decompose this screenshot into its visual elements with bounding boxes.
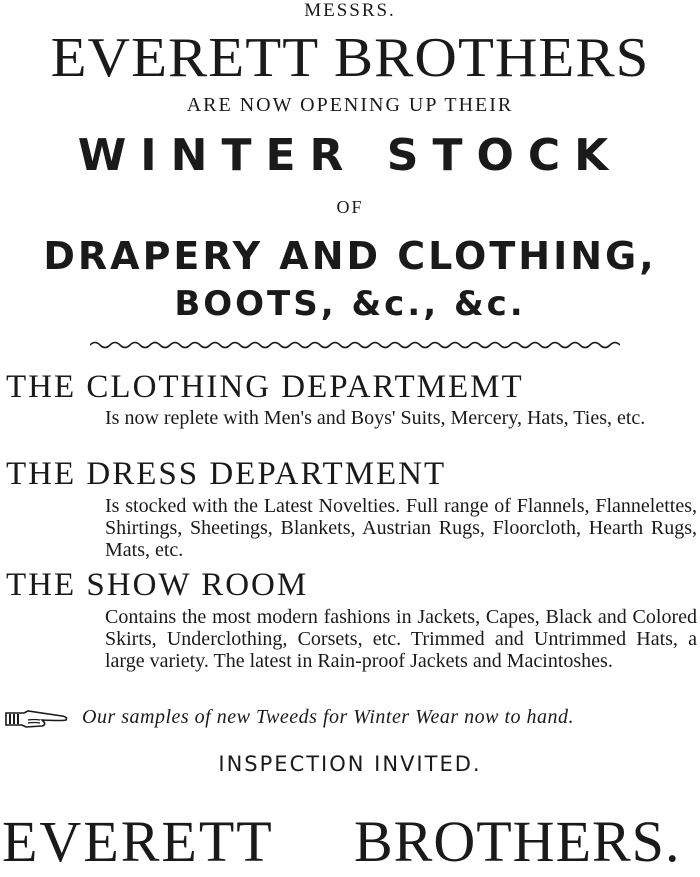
messrs-label: MESSRS. bbox=[304, 0, 396, 21]
dress-department-title: THE DRESS DEPARTMENT bbox=[6, 456, 447, 492]
firm-word-2: BROTHERS. bbox=[354, 809, 681, 874]
samples-notice bbox=[0, 706, 700, 736]
clothing-department-title: THE CLOTHING DEPARTMEMT bbox=[6, 369, 524, 405]
announcement-line: ARE NOW OPENING UP THEIR bbox=[186, 94, 514, 116]
pointing-hand-icon bbox=[4, 708, 70, 730]
firm-name-footer bbox=[0, 808, 700, 874]
winter-stock-heading: WINTER STOCK bbox=[77, 130, 623, 181]
samples-text: Our samples of new Tweeds for Winter Wear now to hand. bbox=[82, 706, 575, 728]
clothing-department-text: Is now replete with Men's and Boys' Suits, Mercery, Hats, Ties, etc. bbox=[105, 407, 646, 429]
wavy-divider bbox=[90, 338, 620, 352]
dress-department-text: Is stocked with the Latest Novelties. Full range of Flannels, Flannelettes, Shirtings, Sheetings, Blankets, Austrian Rugs, Floorcloth, Hearth Rugs, Mats, etc. bbox=[105, 495, 697, 561]
of-label: OF bbox=[336, 197, 364, 217]
show-room-text: Contains the most modern fashions in Jackets, Capes, Black and Colored Skirts, Underclothing, Corsets, etc. Trimmed and Untrimmed Hats, a large variety. The latest in Rain-proof Jackets and Macintoshes. bbox=[105, 606, 697, 672]
goods-line-1: DRAPERY AND CLOTHING, bbox=[43, 234, 657, 278]
firm-name-heading: EVERETT BROTHERS bbox=[50, 27, 650, 89]
show-room-title: THE SHOW ROOM bbox=[6, 567, 309, 603]
goods-line-2: BOOTS, &c., &c. bbox=[174, 284, 526, 324]
inspection-invited: INSPECTION INVITED. bbox=[218, 752, 482, 776]
firm-word-1: EVERETT bbox=[2, 809, 274, 874]
